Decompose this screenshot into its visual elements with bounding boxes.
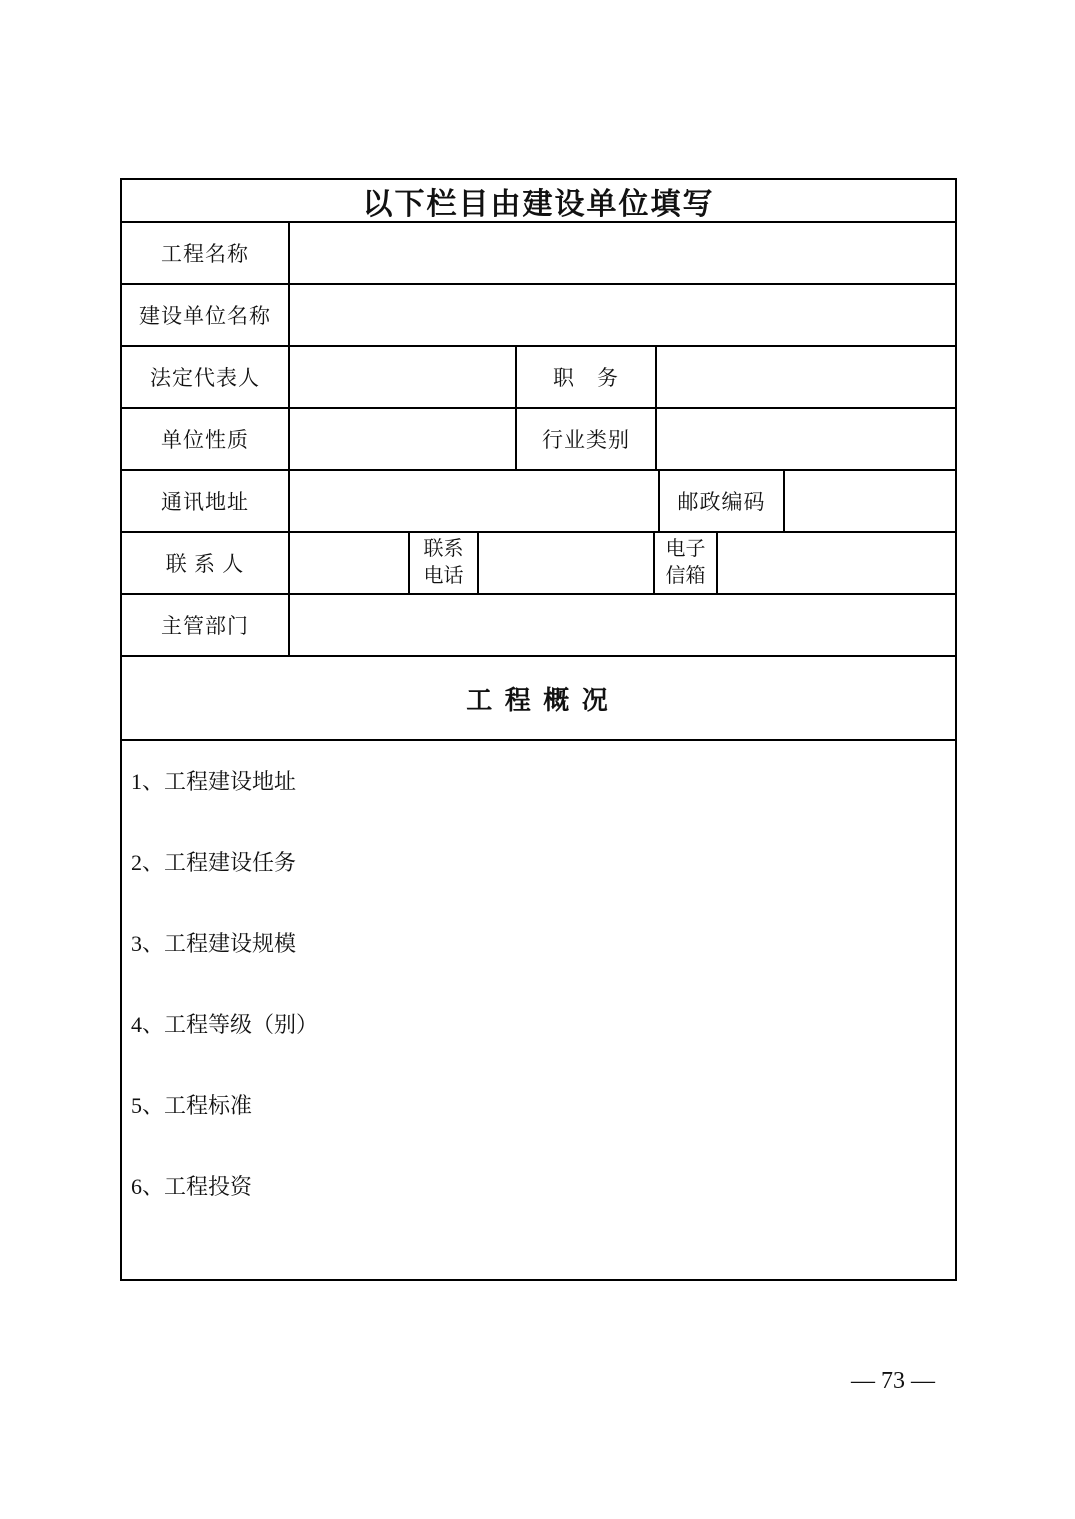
position-value-cell (657, 347, 955, 407)
email-label (655, 533, 718, 593)
overview-item-scale: 3、工程建设规模 (131, 931, 297, 956)
row-department (122, 595, 955, 657)
owner-name-value-cell (290, 285, 955, 345)
contact-phone-label (410, 533, 479, 593)
unit-nature-value-cell (290, 409, 517, 469)
department-value-cell (290, 595, 955, 655)
registration-form-table (120, 178, 957, 1281)
unit-nature-label: 单位性质 (122, 409, 290, 469)
legal-rep-label: 法定代表人 (122, 347, 290, 407)
form-header-row (122, 180, 955, 223)
email-label-line1: 电子 (665, 538, 706, 560)
row-project-name (122, 223, 955, 285)
postal-code-label: 邮政编码 (660, 471, 785, 531)
contact-phone-value-cell (479, 533, 655, 593)
email-value-cell (718, 533, 955, 593)
owner-name-label: 建设单位名称 (122, 285, 290, 345)
project-name-label: 工程名称 (122, 223, 290, 283)
page-number: — 73 — (851, 1368, 935, 1394)
section-title-row (122, 657, 955, 741)
row-unit-nature (122, 409, 955, 471)
contact-phone-label-line2: 电话 (423, 565, 464, 587)
row-legal-representative (122, 347, 955, 409)
contact-phone-label-line1: 联系 (423, 538, 464, 560)
industry-value-cell (657, 409, 955, 469)
position-label: 职 务 (517, 347, 657, 407)
row-owner-name (122, 285, 955, 347)
row-contact (122, 533, 955, 595)
project-name-value-cell (290, 223, 955, 283)
industry-label: 行业类别 (517, 409, 657, 469)
form-header-title: 以下栏目由建设单位填写 (362, 187, 715, 221)
overview-item-task: 2、工程建设任务 (131, 850, 297, 875)
section-title: 工 程 概 况 (466, 685, 611, 715)
overview-cell (122, 741, 955, 1283)
overview-item-investment: 6、工程投资 (131, 1174, 253, 1199)
overview-item-standard: 5、工程标准 (131, 1093, 253, 1118)
department-label: 主管部门 (122, 595, 290, 655)
address-label: 通讯地址 (122, 471, 290, 531)
row-address (122, 471, 955, 533)
contact-person-label: 联 系 人 (122, 533, 290, 593)
overview-item-address: 1、工程建设地址 (131, 769, 297, 794)
overview-row (122, 741, 955, 1283)
legal-rep-value-cell (290, 347, 517, 407)
postal-code-value-cell (785, 471, 955, 531)
overview-item-grade: 4、工程等级（别） (131, 1012, 319, 1037)
address-value-cell (290, 471, 660, 531)
email-label-line2: 信箱 (665, 565, 706, 587)
contact-person-value-cell (290, 533, 410, 593)
